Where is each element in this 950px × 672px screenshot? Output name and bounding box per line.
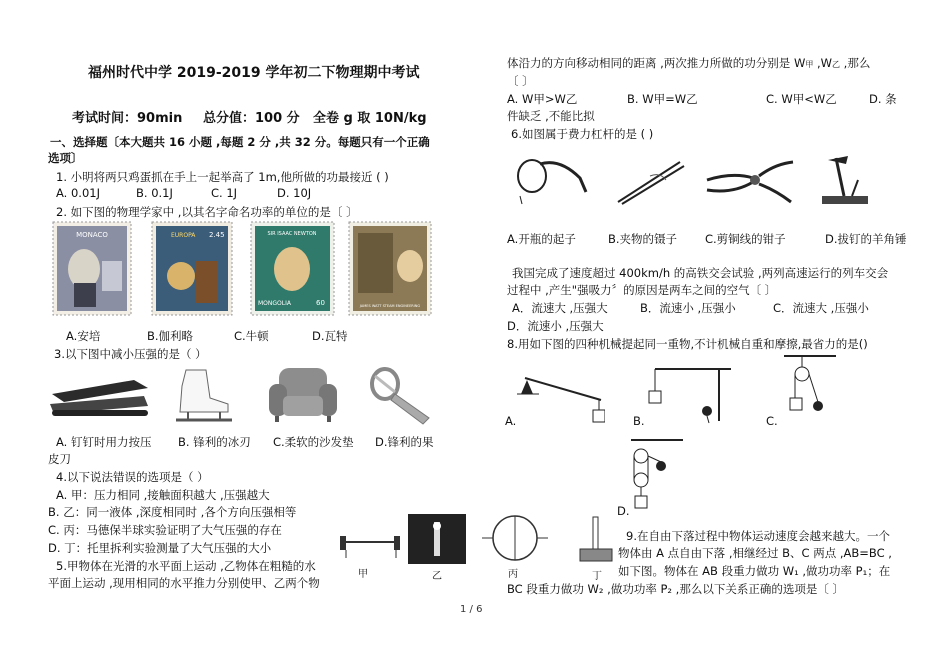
q2-option-c: C.牛顿: [234, 329, 269, 343]
q4-figure-ding: [576, 515, 616, 565]
q4-option-b: B. 乙：同一液体 ,深度相同时 ,各个方向压强相等: [48, 505, 297, 519]
stamp-watt-image: [348, 221, 432, 316]
q4-option-d: D. 丁：托里拆利实验测量了大气压强的大小: [48, 541, 272, 555]
stamp-galileo-image: [151, 221, 233, 316]
q2-option-a: A.安培: [66, 329, 101, 343]
ice-skate-image: [168, 366, 238, 428]
total-score: 总分值：100 分: [203, 111, 300, 126]
q4-figure-yi: [408, 514, 466, 564]
q5-option-b: B. W甲=W乙: [627, 92, 698, 106]
q7-line1: 我国完成了速度超过 400km/h 的高铁交会试验 ,两列高速运行的列车交会: [512, 266, 889, 280]
q8-fixed-pulley-image: [643, 363, 738, 425]
q3-option-d: D.锋利的果: [375, 435, 434, 449]
q6-option-d: D.拔钉的羊角锤: [825, 232, 907, 246]
stamp-text-europa: EUROPA: [171, 232, 196, 239]
q1-option-c: C. 1J: [211, 186, 238, 200]
tweezers-image: [610, 152, 690, 207]
q4-figure-label-ding: 丁: [592, 571, 602, 582]
q7-line2: 过程中 ,产生"强吸力〞的原因是两车之间的空气〔 〕: [507, 283, 777, 297]
stamp-text-sixty: 60: [316, 299, 325, 307]
q5-option-d: D. 条: [869, 92, 897, 106]
q5-line3: [507, 55, 870, 71]
q5-option-d-cont: 件缺乏 ,不能比拟: [507, 109, 595, 123]
q8-label-d: D.: [617, 504, 630, 518]
q4-figure-bing: [480, 512, 550, 564]
q3-option-c: C.柔软的沙发垫: [273, 435, 354, 449]
q1-option-d: D. 10J: [277, 186, 312, 200]
stamp-ampere-image: [52, 221, 132, 316]
stamp-text-monaco: MONACO: [76, 231, 108, 239]
q5-comma-w: ,W: [813, 56, 833, 70]
section1-heading-cont: 选项〕: [48, 151, 83, 165]
q3-option-a: A. 钉钉时用力按压: [56, 435, 152, 449]
q8-pulley-block-image: [627, 436, 687, 518]
sofa-image: [265, 362, 340, 426]
q8-label-a: A.: [505, 414, 517, 428]
q1-option-b: B. 0.1J: [136, 186, 173, 200]
q9-line2: 物体由 A 点自由下落 ,相继经过 B、C 两点 ,AB=BC ,: [618, 546, 892, 560]
q5-line3-suffix: ,那么: [840, 56, 871, 70]
q9-line1: 9.在自由下落过程中物体运动速度会越来越大。一个: [626, 529, 890, 543]
stamp-text-mongolia: MONGOLIA: [258, 300, 291, 307]
q6-option-a: A.开瓶的起子: [507, 232, 576, 246]
exam-title: 福州时代中学 2019-2019 学年初二下物理期中考试: [88, 65, 420, 81]
q2-option-b: B.伽利略: [147, 329, 194, 343]
q4-figure-label-jia: 甲: [358, 569, 368, 580]
q4-option-c: C. 丙：马德保半球实验证明了大气压强的存在: [48, 523, 282, 537]
stamp-text-value: 2.45: [209, 231, 225, 239]
section1-heading: 一、选择题〔本大题共 16 小题 ,每题 2 分 ,共 32 分。每题只有一个正确: [50, 135, 430, 149]
q8-movable-pulley-image: [780, 352, 840, 426]
stamp-text-newton: SIR ISAAC NEWTON: [267, 231, 317, 237]
q2-stem: 2. 如下图的物理学家中 ,以其名字命名功率的单位的是〔 〕: [56, 205, 358, 219]
q2-option-d: D.瓦特: [312, 329, 348, 343]
q9-line4: BC 段重力做功 W₂ ,做功功率 P₂ ,那么以下关系正确的选项是〔 〕: [507, 582, 844, 596]
q4-figure-label-bing: 丙: [508, 569, 518, 580]
q7-option-d: D．流速小 ,压强大: [507, 319, 604, 333]
q6-option-c: C.剪铜线的钳子: [705, 232, 786, 246]
q5-line2: 平面上运动 ,现用相同的水平推力分别使甲、乙两个物: [48, 576, 320, 590]
q5-bracket: 〔 〕: [507, 74, 534, 88]
exam-time: 考试时间：90min: [72, 111, 183, 126]
q4-option-a: A. 甲：压力相同 ,接触面积越大 ,压强越大: [56, 488, 270, 502]
q5-option-c: C. W甲<W乙: [766, 92, 837, 106]
pliers-image: [703, 150, 798, 208]
q5-sub-yi: 乙: [832, 60, 841, 69]
q3-option-b: B. 锋利的冰刃: [178, 435, 251, 449]
q5-line1: 5.甲物体在光滑的水平面上运动 ,乙物体在粗糙的水: [56, 559, 316, 573]
claw-hammer-image: [814, 150, 874, 212]
q6-option-b: B.夹物的镊子: [608, 232, 678, 246]
q5-option-a: A. W甲>W乙: [507, 92, 578, 106]
q4-figure-jia: [336, 518, 406, 563]
q5-sub-jia: 甲: [805, 60, 814, 69]
q8-label-c: C.: [766, 414, 778, 428]
q3-option-d-cont: 皮刀: [48, 452, 71, 466]
peeler-image: [365, 362, 440, 426]
bottle-opener-image: [510, 152, 595, 207]
stapler-image: [44, 366, 154, 426]
page-number: 1 / 6: [460, 604, 483, 615]
q8-label-b: B.: [633, 414, 645, 428]
q4-figure-label-yi: 乙: [432, 571, 442, 582]
q8-lever-image: [515, 364, 605, 426]
stamp-newton-image: [250, 221, 335, 316]
q8-stem: 8.用如下图的四种机械提起同一重物,不计机械自重和摩擦,最省力的是(): [507, 337, 868, 351]
q1-option-a: A. 0.01J: [56, 186, 100, 200]
q7-option-a: A．流速大 ,压强大: [512, 301, 608, 315]
q7-option-b: B．流速小 ,压强小: [640, 301, 736, 315]
q4-stem: 4.以下说法错误的选项是（ ）: [56, 470, 209, 484]
q3-stem: 3.以下图中减小压强的是（ ）: [54, 347, 207, 361]
q1-stem: 1. 小明将两只鸡蛋抓在手上一起举高了 1m,他所做的功最接近 ( ): [56, 170, 389, 184]
q7-option-c: C．流速大 ,压强小: [773, 301, 869, 315]
stamp-text-watt: JAMES WATT STEAM ENGINEERING: [359, 304, 421, 308]
q6-stem: 6.如图属于费力杠杆的是 ( ): [511, 127, 654, 141]
g-value: 全卷 g 取 10N/kg: [313, 111, 427, 126]
q9-line3: 如下图。物体在 AB 段重力做功 W₁ ,做功功率 P₁；在: [618, 564, 891, 578]
q5-line3-prefix: 体沿力的方向移动相同的距离 ,两次推力所做的功分别是 W: [507, 56, 806, 70]
